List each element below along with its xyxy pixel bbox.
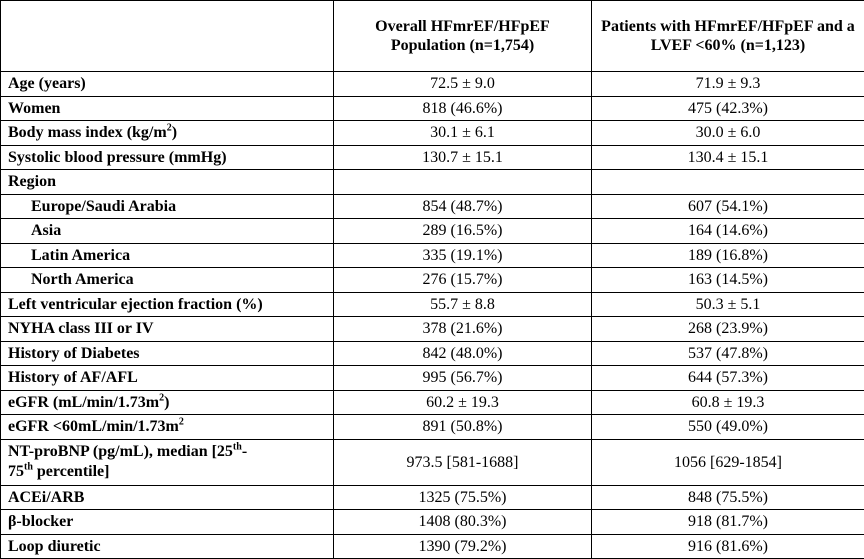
superscript: th <box>233 442 242 453</box>
table-row <box>1 194 864 219</box>
cell-overall-beta-blocker: 1408 (80.3%) <box>334 510 592 535</box>
row-label-asia: Asia <box>1 219 334 244</box>
cell-overall-egfr: 60.2 ± 19.3 <box>334 390 592 415</box>
cell-overall-north-america: 276 (15.7%) <box>334 268 592 293</box>
table-row <box>1 534 864 559</box>
row-label-bmi-close: ) <box>172 124 177 141</box>
cell-subgroup-asia: 164 (14.6%) <box>592 219 864 244</box>
superscript: 2 <box>179 417 184 428</box>
cell-overall-acei-arb: 1325 (75.5%) <box>334 485 592 510</box>
row-label-nt-probnp-text: NT-proBNP (pg/mL), median [25 <box>8 443 233 460</box>
cell-overall-region <box>334 170 592 195</box>
cell-overall-women: 818 (46.6%) <box>334 96 592 121</box>
cell-subgroup-europe: 607 (54.1%) <box>592 194 864 219</box>
cell-overall-af: 995 (56.7%) <box>334 366 592 391</box>
row-label-diabetes: History of Diabetes <box>1 341 334 366</box>
row-label-bmi <box>1 121 334 146</box>
cell-overall-nyha: 378 (21.6%) <box>334 317 592 342</box>
cell-overall-nt-probnp: 973.5 [581-1688] <box>334 439 592 485</box>
row-label-lvef: Left ventricular ejection fraction (%) <box>1 292 334 317</box>
cell-subgroup-bmi: 30.0 ± 6.0 <box>592 121 864 146</box>
row-label-egfr-below-60 <box>1 415 334 440</box>
row-label-egfr-text: eGFR (mL/min/1.73m <box>8 394 159 411</box>
table-row <box>1 219 864 244</box>
cell-subgroup-latin-america: 189 (16.8%) <box>592 243 864 268</box>
superscript: 2 <box>159 392 164 403</box>
row-label-egfr-close: ) <box>164 394 169 411</box>
header-blank-cell <box>1 1 334 72</box>
row-label-egfr <box>1 390 334 415</box>
table-row <box>1 366 864 391</box>
table-row <box>1 317 864 342</box>
row-label-acei-arb: ACEi/ARB <box>1 485 334 510</box>
cell-subgroup-age: 71.9 ± 9.3 <box>592 72 864 97</box>
table-row <box>1 268 864 293</box>
cell-overall-lvef: 55.7 ± 8.8 <box>334 292 592 317</box>
table-row <box>1 390 864 415</box>
cell-subgroup-beta-blocker: 918 (81.7%) <box>592 510 864 535</box>
row-label-af: History of AF/AFL <box>1 366 334 391</box>
table-row <box>1 341 864 366</box>
row-label-age: Age (years) <box>1 72 334 97</box>
table-row <box>1 510 864 535</box>
cell-overall-europe: 854 (48.7%) <box>334 194 592 219</box>
cell-subgroup-af: 644 (57.3%) <box>592 366 864 391</box>
row-label-women: Women <box>1 96 334 121</box>
cell-subgroup-loop-diuretic: 916 (81.6%) <box>592 534 864 559</box>
table-row <box>1 415 864 440</box>
cell-overall-sbp: 130.7 ± 15.1 <box>334 145 592 170</box>
row-label-nt-probnp-tail: percentile] <box>33 463 110 480</box>
cell-overall-latin-america: 335 (19.1%) <box>334 243 592 268</box>
row-label-north-america: North America <box>1 268 334 293</box>
cell-subgroup-nt-probnp: 1056 [629-1854] <box>592 439 864 485</box>
table-row <box>1 292 864 317</box>
cell-subgroup-north-america: 163 (14.5%) <box>592 268 864 293</box>
row-label-nyha: NYHA class III or IV <box>1 317 334 342</box>
row-label-loop-diuretic: Loop diuretic <box>1 534 334 559</box>
table-row <box>1 121 864 146</box>
cell-overall-egfr-below-60: 891 (50.8%) <box>334 415 592 440</box>
table-row <box>1 485 864 510</box>
row-label-nt-probnp <box>1 439 334 485</box>
cell-subgroup-egfr: 60.8 ± 19.3 <box>592 390 864 415</box>
row-label-beta-blocker: β-blocker <box>1 510 334 535</box>
row-label-europe: Europe/Saudi Arabia <box>1 194 334 219</box>
table-row <box>1 72 864 97</box>
row-label-egfr-below-60-text: eGFR <60mL/min/1.73m <box>8 418 179 435</box>
table-row <box>1 96 864 121</box>
table-row <box>1 145 864 170</box>
cell-subgroup-women: 475 (42.3%) <box>592 96 864 121</box>
cell-overall-diabetes: 842 (48.0%) <box>334 341 592 366</box>
header-lvef-subgroup: Patients with HFmrEF/HFpEF and a LVEF <60% (n=1,123) <box>592 1 864 72</box>
cell-subgroup-nyha: 268 (23.9%) <box>592 317 864 342</box>
row-label-nt-probnp-dash: - <box>242 443 247 460</box>
table-row <box>1 439 864 485</box>
cell-subgroup-acei-arb: 848 (75.5%) <box>592 485 864 510</box>
cell-subgroup-sbp: 130.4 ± 15.1 <box>592 145 864 170</box>
cell-overall-loop-diuretic: 1390 (79.2%) <box>334 534 592 559</box>
cell-subgroup-lvef: 50.3 ± 5.1 <box>592 292 864 317</box>
cell-subgroup-region <box>592 170 864 195</box>
row-label-latin-america: Latin America <box>1 243 334 268</box>
cell-overall-asia: 289 (16.5%) <box>334 219 592 244</box>
row-label-sbp: Systolic blood pressure (mmHg) <box>1 145 334 170</box>
superscript: th <box>24 462 33 473</box>
cell-subgroup-egfr-below-60: 550 (49.0%) <box>592 415 864 440</box>
row-label-nt-probnp-upper: 75 <box>8 463 24 480</box>
table-row <box>1 170 864 195</box>
row-label-bmi-text: Body mass index (kg/m <box>8 124 167 141</box>
cell-overall-bmi: 30.1 ± 6.1 <box>334 121 592 146</box>
table-header-row <box>1 1 864 72</box>
superscript: 2 <box>167 123 172 134</box>
table-row <box>1 243 864 268</box>
cell-subgroup-diabetes: 537 (47.8%) <box>592 341 864 366</box>
row-label-region: Region <box>1 170 334 195</box>
cell-overall-age: 72.5 ± 9.0 <box>334 72 592 97</box>
header-overall-population: Overall HFmrEF/HFpEF Population (n=1,754) <box>334 1 592 72</box>
